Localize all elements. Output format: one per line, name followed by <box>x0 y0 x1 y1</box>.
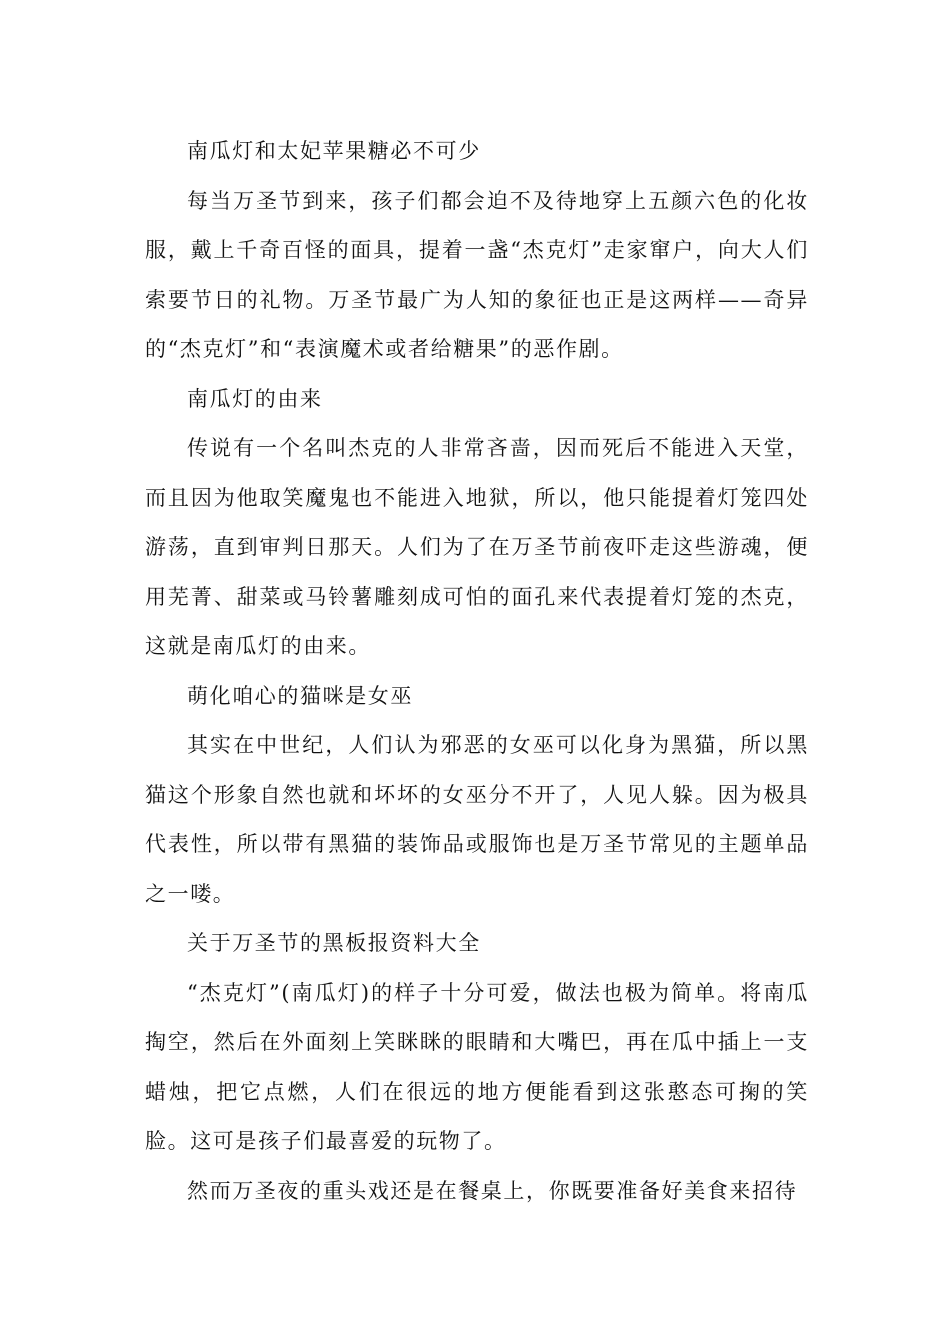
document-body <box>145 127 809 1216</box>
section-heading-blackboard-materials: 关于万圣节的黑板报资料大全 <box>187 931 481 955</box>
paragraph-jack-lantern-making: “杰克灯”(南瓜灯)的样子十分可爱，做法也极为简单。将南瓜掏空，然后在外面刻上笑眯眯的眼睛和大嘴巴，再在瓜中插上一支蜡烛，把它点燃，人们在很远的地方便能看到这张憨态可掬的笑脸。这可是孩子们最喜爱的玩物了。 <box>145 980 809 1153</box>
paragraph-halloween-customs: 每当万圣节到来，孩子们都会迫不及待地穿上五颜六色的化妆服，戴上千奇百怪的面具，提着一盏“杰克灯”走家窜户，向大人们索要节日的礼物。万圣节最广为人知的象征也正是这两样——奇异的“杰克灯”和“表演魔术或者给糖果”的恶作剧。 <box>145 188 809 361</box>
paragraph-jack-legend: 传说有一个名叫杰克的人非常吝啬，因而死后不能进入天堂，而且因为他取笑魔鬼也不能进入地狱，所以，他只能提着灯笼四处游荡，直到审判日那天。人们为了在万圣节前夜吓走这些游魂，便用芜菁、甜菜或马铃薯雕刻成可怕的面孔来代表提着灯笼的杰克，这就是南瓜灯的由来。 <box>145 436 809 658</box>
paragraph-black-cat: 其实在中世纪，人们认为邪恶的女巫可以化身为黑猫，所以黑猫这个形象自然也就和坏坏的女巫分不开了，人见人躲。因为极具代表性，所以带有黑猫的装饰品或服饰也是万圣节常见的主题单品之一喽。 <box>145 733 809 906</box>
section-heading-cat-witch: 萌化咱心的猫咪是女巫 <box>187 683 413 708</box>
section-heading-pumpkin-lantern-origin: 南瓜灯的由来 <box>187 386 323 411</box>
paragraph-halloween-dinner: 然而万圣夜的重头戏还是在餐桌上，你既要准备好美食来招待 <box>187 1178 798 1203</box>
section-heading-pumpkin-lantern-and-toffee-apple: 南瓜灯和太妃苹果糖必不可少 <box>187 139 481 163</box>
